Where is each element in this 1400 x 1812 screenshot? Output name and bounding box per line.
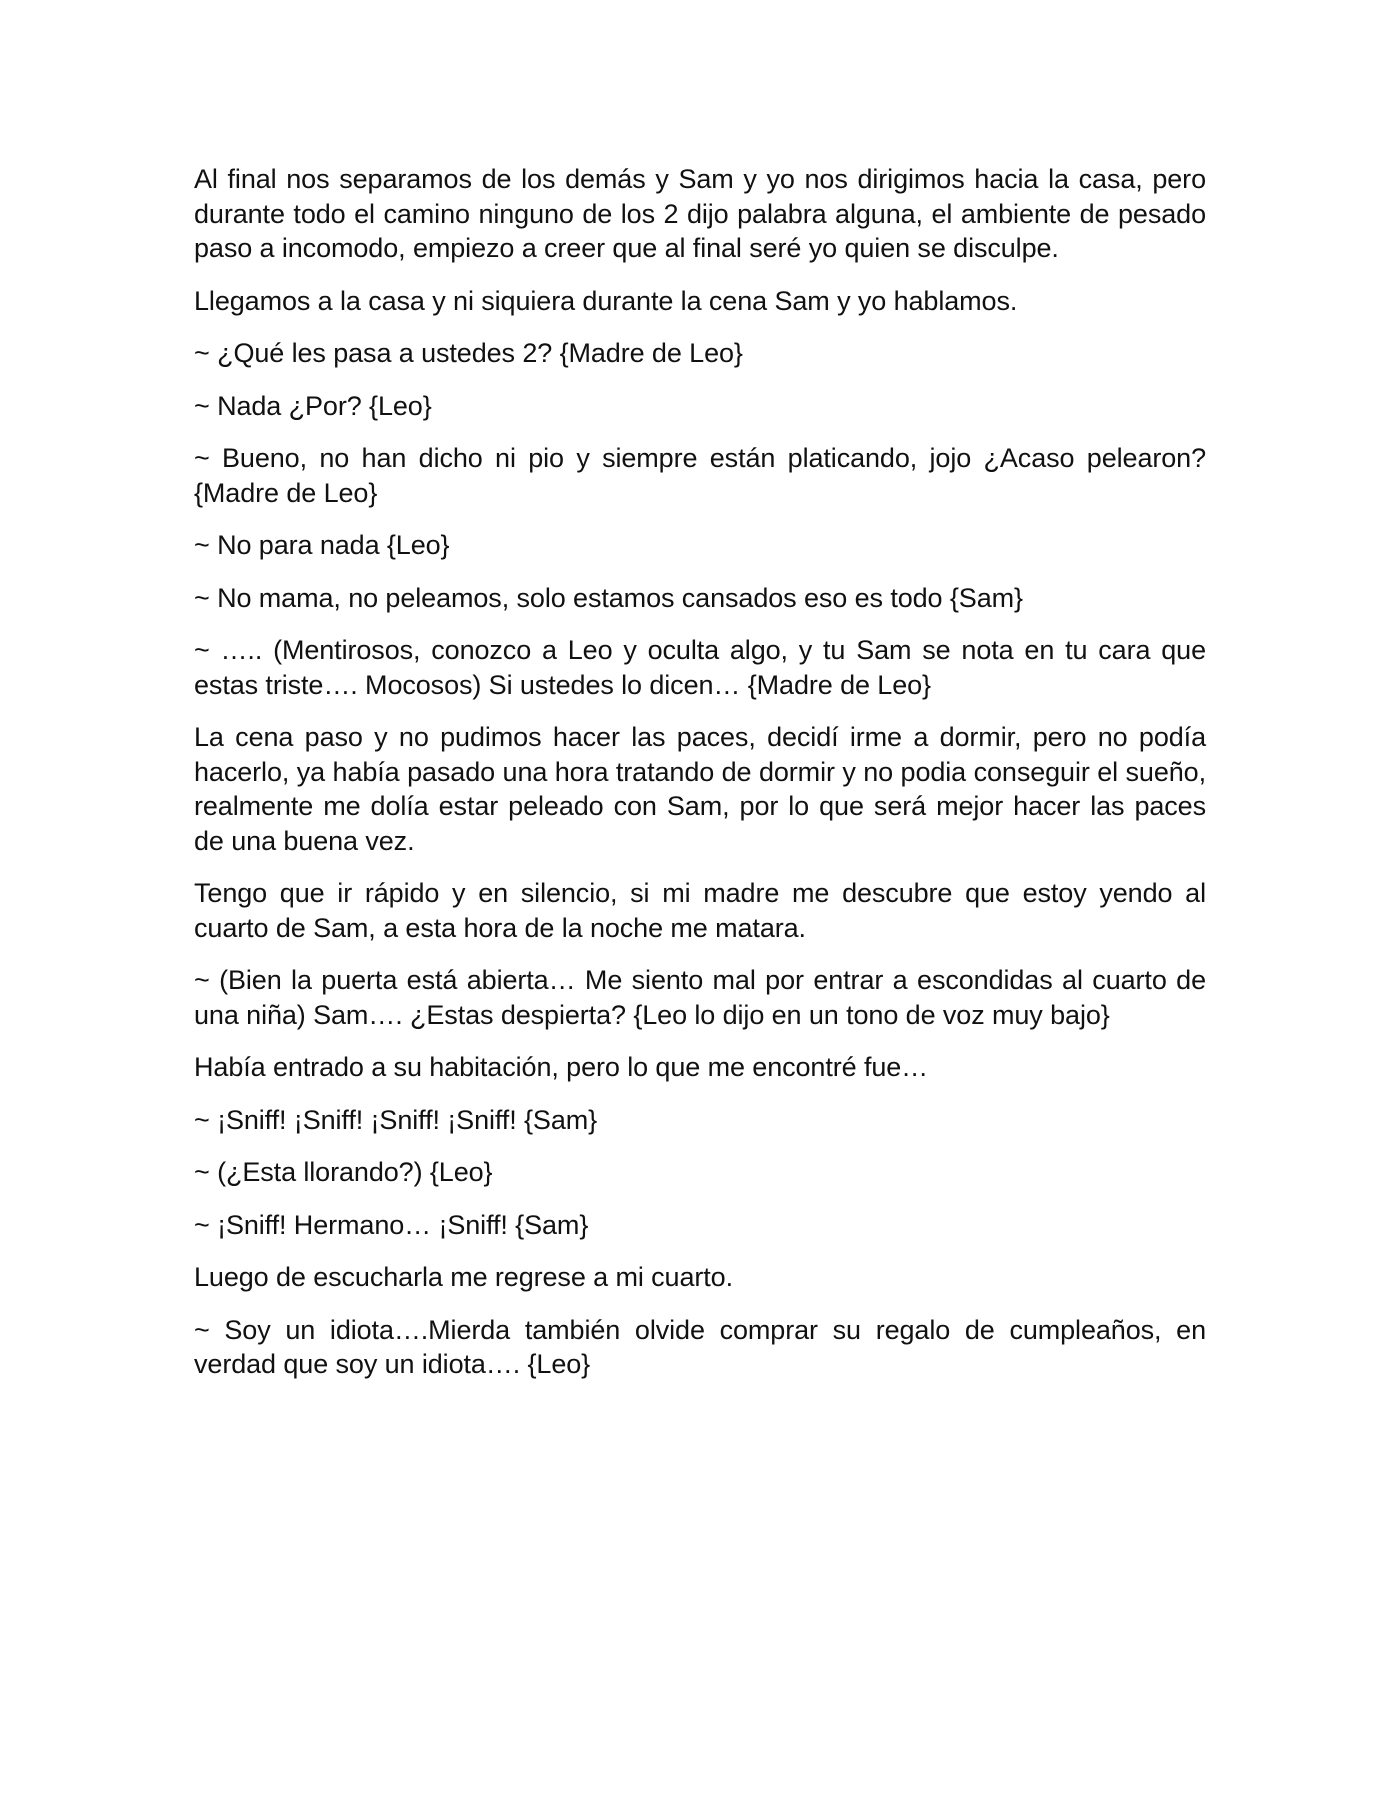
dialogue-line-5: ~ No mama, no peleamos, solo estamos cansados eso es todo {Sam} xyxy=(194,582,1023,613)
dialogue-line-11: ~ Soy un idiota….Mierda también olvide comprar su regalo de cumpleaños, en verdad que soy un idiota…. {Leo} xyxy=(194,1314,1206,1379)
paragraph-5: Había entrado a su habitación, pero lo que me encontré fue… xyxy=(194,1052,929,1082)
dialogue-line-8: ~ ¡Sniff! ¡Sniff! ¡Sniff! ¡Sniff! {Sam} xyxy=(194,1104,598,1135)
dialogue-line-1: ~ ¿Qué les pasa a ustedes 2? {Madre de Leo} xyxy=(194,338,743,368)
paragraph-4: Tengo que ir rápido y en silencio, si mi madre me descubre que estoy yendo al cuarto de Sam, a esta hora de la noche me matara. xyxy=(194,878,1206,943)
dialogue-line-10: ~ ¡Sniff! Hermano… ¡Sniff! {Sam} xyxy=(194,1209,589,1240)
dialogue-line-2: ~ Nada ¿Por? {Leo} xyxy=(194,390,432,421)
paragraph-3: La cena paso y no pudimos hacer las paces, decidí irme a dormir, pero no podía hacerlo, ya había pasado una hora tratando de dormir y no podia conseguir el sueño, realmente me dolía estar peleado con Sam, por lo que será mejor hacer las paces de una buena vez. xyxy=(194,722,1206,856)
dialogue-line-9: ~ (¿Esta llorando?) {Leo} xyxy=(194,1157,493,1187)
paragraph-1: Al final nos separamos de los demás y Sam y yo nos dirigimos hacia la casa, pero durante todo el camino ninguno de los 2 dijo palabra alguna, el ambiente de pesado paso a incomodo, empiezo a creer que al final seré yo quien se disculpe. xyxy=(194,164,1206,263)
dialogue-line-6: ~ ….. (Mentirosos, conozco a Leo y oculta algo, y tu Sam se nota en tu cara que estas triste…. Mocosos) Si ustedes lo dicen… {Madre de Leo} xyxy=(194,635,1206,700)
paragraph-6: Luego de escucharla me regrese a mi cuarto. xyxy=(194,1262,733,1292)
dialogue-line-3: ~ Bueno, no han dicho ni pio y siempre están platicando, jojo ¿Acaso pelearon? {Madre de Leo} xyxy=(194,443,1206,508)
document-page xyxy=(194,162,1206,1400)
dialogue-line-7: ~ (Bien la puerta está abierta… Me siento mal por entrar a escondidas al cuarto de una niña) Sam…. ¿Estas despierta? {Leo lo dijo en un tono de voz muy bajo} xyxy=(194,965,1206,1030)
dialogue-line-4: ~ No para nada {Leo} xyxy=(194,530,450,560)
paragraph-2: Llegamos a la casa y ni siquiera durante la cena Sam y yo hablamos. xyxy=(194,285,1018,316)
